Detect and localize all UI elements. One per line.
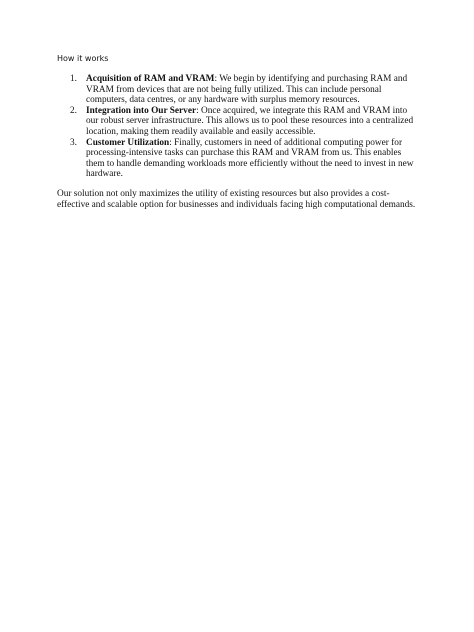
list-item-text: : Finally, customers in need of additional computing power for processing-intensive tasks can purchase this RAM and VRAM from us. This enables them to handle demanding workloads more efficiently without the need to invest in new hardware.: [86, 137, 414, 180]
list-item-term: Acquisition of RAM and VRAM: [86, 74, 215, 84]
list-item-term: Integration into Our Server: [86, 105, 197, 116]
list-item-number: 1.: [70, 74, 77, 84]
conclusion-paragraph: Our solution not only maximizes the utility of existing resources but also provides a cost-effective and scalable option for businesses and individuals facing high computational demands.: [57, 189, 416, 210]
list-item-text: : We begin by identifying and purchasing RAM and VRAM from devices that are not being fully utilized. This can include personal computers, data centres, or any hardware with surplus memory resources.: [86, 74, 408, 106]
list-item: [57, 138, 417, 180]
list-item: [57, 74, 417, 106]
list-item-term: Customer Utilization: [86, 137, 170, 148]
section-heading: How it works: [57, 54, 109, 63]
list-item: [57, 106, 417, 138]
list-item-text: : Once acquired, we integrate this RAM and VRAM into our robust server infrastructure. This allows us to pool these resources into a centralized location, making them readily available and easily accessible.: [86, 105, 414, 137]
steps-list: [57, 74, 417, 180]
list-item-number: 3.: [70, 137, 77, 148]
list-item-number: 2.: [70, 105, 77, 116]
